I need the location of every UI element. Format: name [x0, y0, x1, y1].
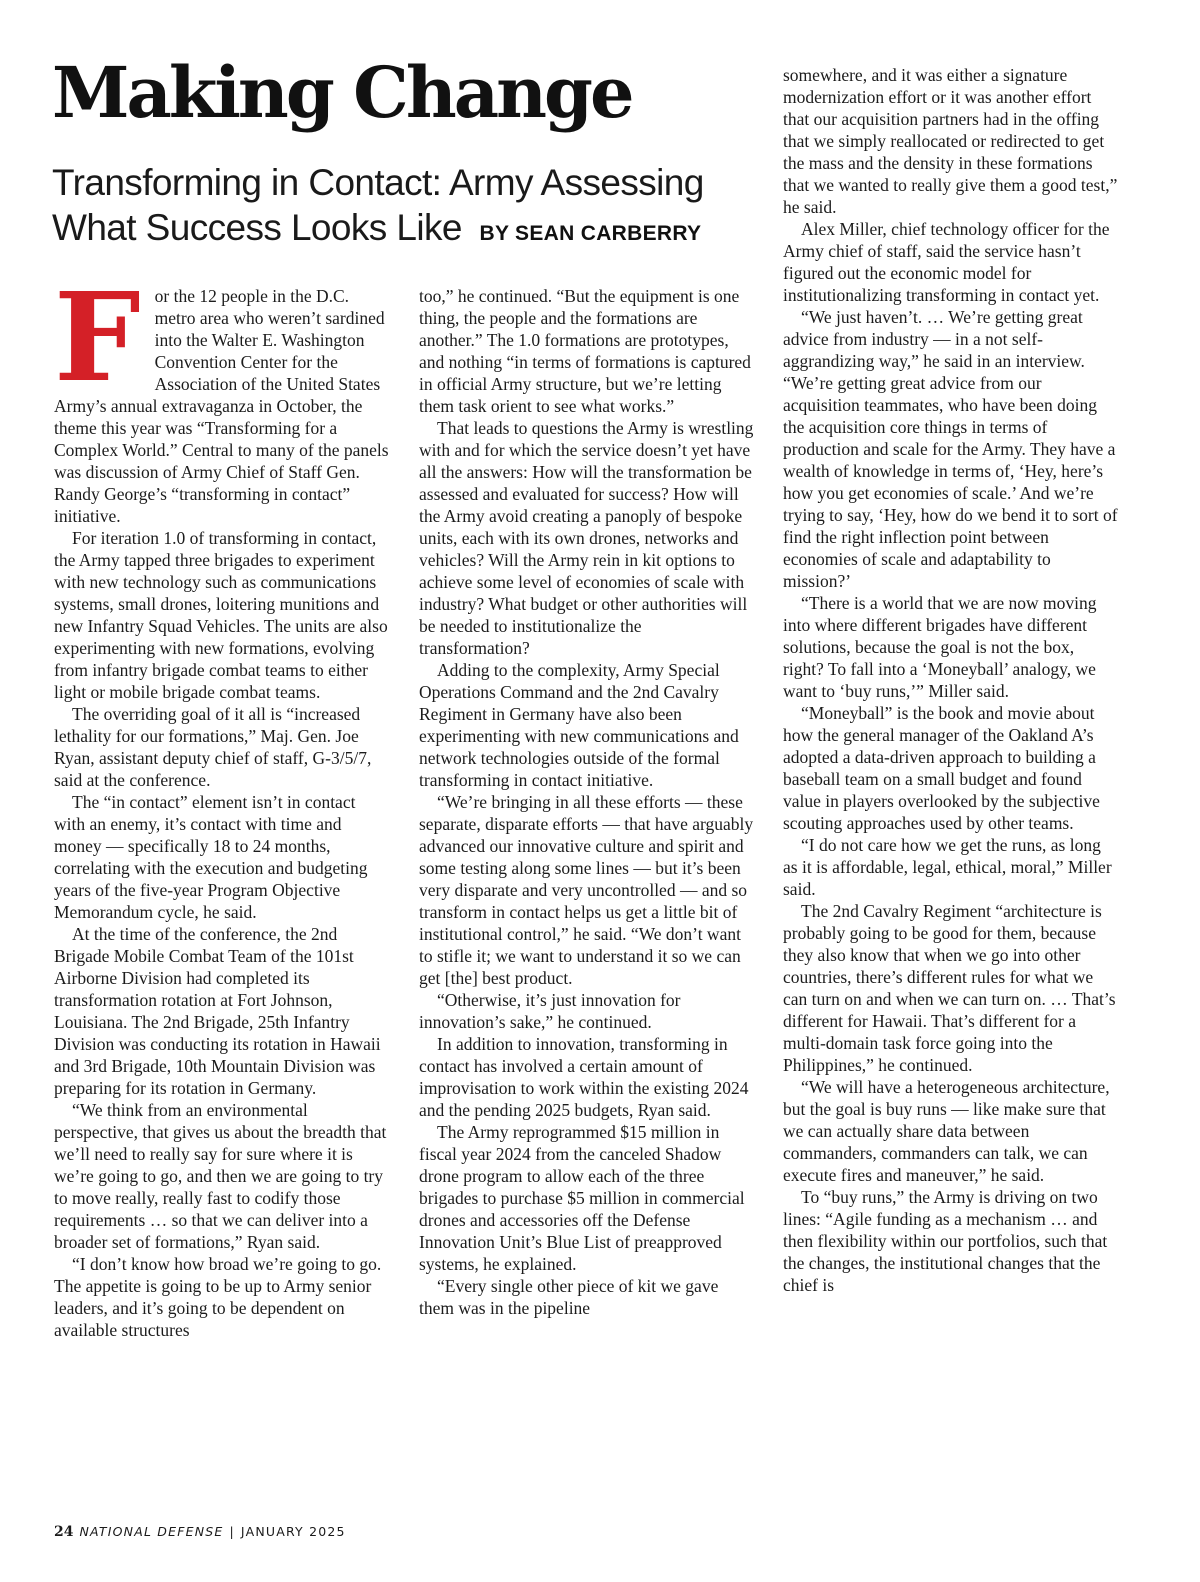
paragraph: The “in contact” element isn’t in contact with an enemy, it’s contact with time and money — specifically 18 to 24 months, correlating with the execution and budgeting years of the five-year Program Objective Memorandum cycle, he said.: [54, 792, 368, 922]
page-number: 24: [54, 1524, 74, 1540]
paragraph: At the time of the conference, the 2nd Brigade Mobile Combat Team of the 101st Airborne Division had completed its transformation rotation at Fort Johnson, Louisiana. The 2nd Brigade, 25th Infantry Division was conducting its rotation in Hawaii and 3rd Brigade, 10th Mountain Division was preparing for its rotation in Germany.: [54, 924, 381, 1098]
paragraph: “Otherwise, it’s just innovation for innovation’s sake,” he continued.: [419, 990, 681, 1032]
deck: [52, 160, 762, 256]
page-footer: [54, 1524, 346, 1540]
byline: BY SEAN CARBERRY: [479, 222, 702, 245]
paragraph: “We will have a heterogeneous architecture, but the goal is buy runs — like make sure that we can actually share data between commanders, commanders can talk, we can execute fires and maneuver,” he said.: [783, 1077, 1110, 1185]
paragraph: That leads to questions the Army is wrestling with and for which the service doesn’t yet have all the answers: How will the transformation be assessed and evaluated for success? How will the Army avoid creating a panoply of bespoke units, each with its own drones, networks and vehicles? Will the Army rein in kit options to achieve some level of economies of scale with industry? What budget or other authorities will be needed to institutionalize the transformation?: [419, 418, 754, 658]
paragraph: Alex Miller, chief technology officer for the Army chief of staff, said the service hasn’t figured out the economic model for institutionalizing transforming in contact yet.: [783, 219, 1110, 305]
paragraph: Adding to the complexity, Army Special Operations Command and the 2nd Cavalry Regiment in Germany have also been experimenting with new communications and network technologies outside of the formal transforming in contact initiative.: [419, 660, 739, 790]
paragraph: The overriding goal of it all is “increased lethality for our formations,” Maj. Gen. Joe Ryan, assistant deputy chief of staff, G-3/5/7, said at the conference.: [54, 704, 372, 790]
paragraph: “We think from an environmental perspective, that gives us about the breadth that we’ll need to really say for sure where it is we’re going to go, and then we are going to try to move really, really fast to codify those requirements … so that we can deliver into a broader set of formations,” Ryan said.: [54, 1100, 387, 1252]
headline: Making Change: [52, 51, 632, 134]
paragraph: “There is a world that we are now moving into where different brigades have different solutions, because the goal is not the box, right? To fall into a ‘Moneyball’ analogy, we want to ‘buy runs,’” Miller said.: [783, 593, 1097, 701]
paragraph: too,” he continued. “But the equipment is one thing, the people and the formations are another.” The 1.0 formations are prototypes, and nothing “in terms of formations is captured in official Army structure, but we’re letting them task orient to see what works.”: [419, 286, 751, 416]
paragraph: The 2nd Cavalry Regiment “architecture is probably going to be good for them, because they also know that when we go into other countries, there’s different rules for what we can turn on and when we can turn on. … That’s different for Hawaii. That’s different for a multi-domain task force going into the Philippines,” he continued.: [783, 901, 1116, 1075]
paragraph: “I do not care how we get the runs, as long as it is affordable, legal, ethical, moral,” Miller said.: [783, 835, 1112, 899]
paragraph: “We’re bringing in all these efforts — these separate, disparate efforts — that have arguably advanced our innovative culture and spirit and some testing along some lines — but it’s been very disparate and very uncontrolled — and so transform in contact helps us get a little bit of institutional control,” he said. “We don’t want to stifle it; we want to understand it so we can get [the] best product.: [419, 792, 754, 988]
paragraph: To “buy runs,” the Army is driving on two lines: “Agile funding as a mechanism … and then flexibility within our portfolios, such that the changes, the institutional changes that the chief is: [783, 1187, 1108, 1295]
drop-cap: F: [54, 285, 141, 409]
paragraph: “We just haven’t. … We’re getting great advice from industry — in a not self-aggrandizing way,” he said in an interview. “We’re getting great advice from our acquisition teammates, who have been doing the acquisition core things in terms of production and scale for the Army. They have a wealth of knowledge in terms of, ‘Hey, here’s how you get economies of scale.’ And we’re trying to say, ‘Hey, how do we bend it to sort of find the right inflection point between economies of scale and adaptability to mission?’: [783, 307, 1118, 591]
issue-date: JANUARY 2025: [240, 1524, 346, 1539]
paragraph: “Every single other piece of kit we gave them was in the pipeline: [419, 1276, 719, 1318]
paragraph: The Army reprogrammed $15 million in fiscal year 2024 from the canceled Shadow drone program to allow each of the three brigades to purchase $5 million in commercial drones and accessories off the Defense Innovation Unit’s Blue List of preapproved systems, he explained.: [419, 1122, 745, 1274]
footer-separator: |: [229, 1524, 235, 1539]
paragraph: somewhere, and it was either a signature modernization effort or it was another effort that our acquisition partners had in the offing that we simply reallocated or redirected to get the mass and the density in these formations that we wanted to really give them a good test,” he said.: [783, 65, 1118, 217]
publication-name: NATIONAL DEFENSE: [79, 1524, 224, 1539]
deck-text: Transforming in Contact: Army Assessing What Success Looks Like: [52, 162, 704, 248]
paragraph: For iteration 1.0 of transforming in contact, the Army tapped three brigades to experiment with new technology such as communications systems, small drones, loitering munitions and new Infantry Squad Vehicles. The units are also experimenting with new formations, evolving from infantry brigade combat teams to either light or mobile brigade combat teams.: [54, 528, 388, 702]
paragraph: “Moneyball” is the book and movie about how the general manager of the Oakland A’s adopted a data-driven approach to building a baseball team on a small budget and found value in players overlooked by the subjective scouting approaches used by other teams.: [783, 703, 1100, 833]
paragraph: In addition to innovation, transforming in contact has involved a certain amount of improvisation to work within the existing 2024 and the pending 2025 budgets, Ryan said.: [419, 1034, 749, 1120]
paragraph: “I don’t know how broad we’re going to go. The appetite is going to be up to Army senior leaders, and it’s going to be dependent on available structures: [54, 1254, 382, 1340]
column-1: [54, 285, 390, 1475]
column-2: [419, 285, 755, 1475]
column-3: [783, 64, 1119, 1476]
paragraph: or the 12 people in the D.C. metro area who weren’t sardined into the Walter E. Washington Convention Center for the Association of the United States Army’s annual extravaganza in October, the theme this year was “Transforming for a Complex World.” Central to many of the panels was discussion of Army Chief of Staff Gen. Randy George’s “transforming in contact” initiative.: [54, 286, 389, 526]
